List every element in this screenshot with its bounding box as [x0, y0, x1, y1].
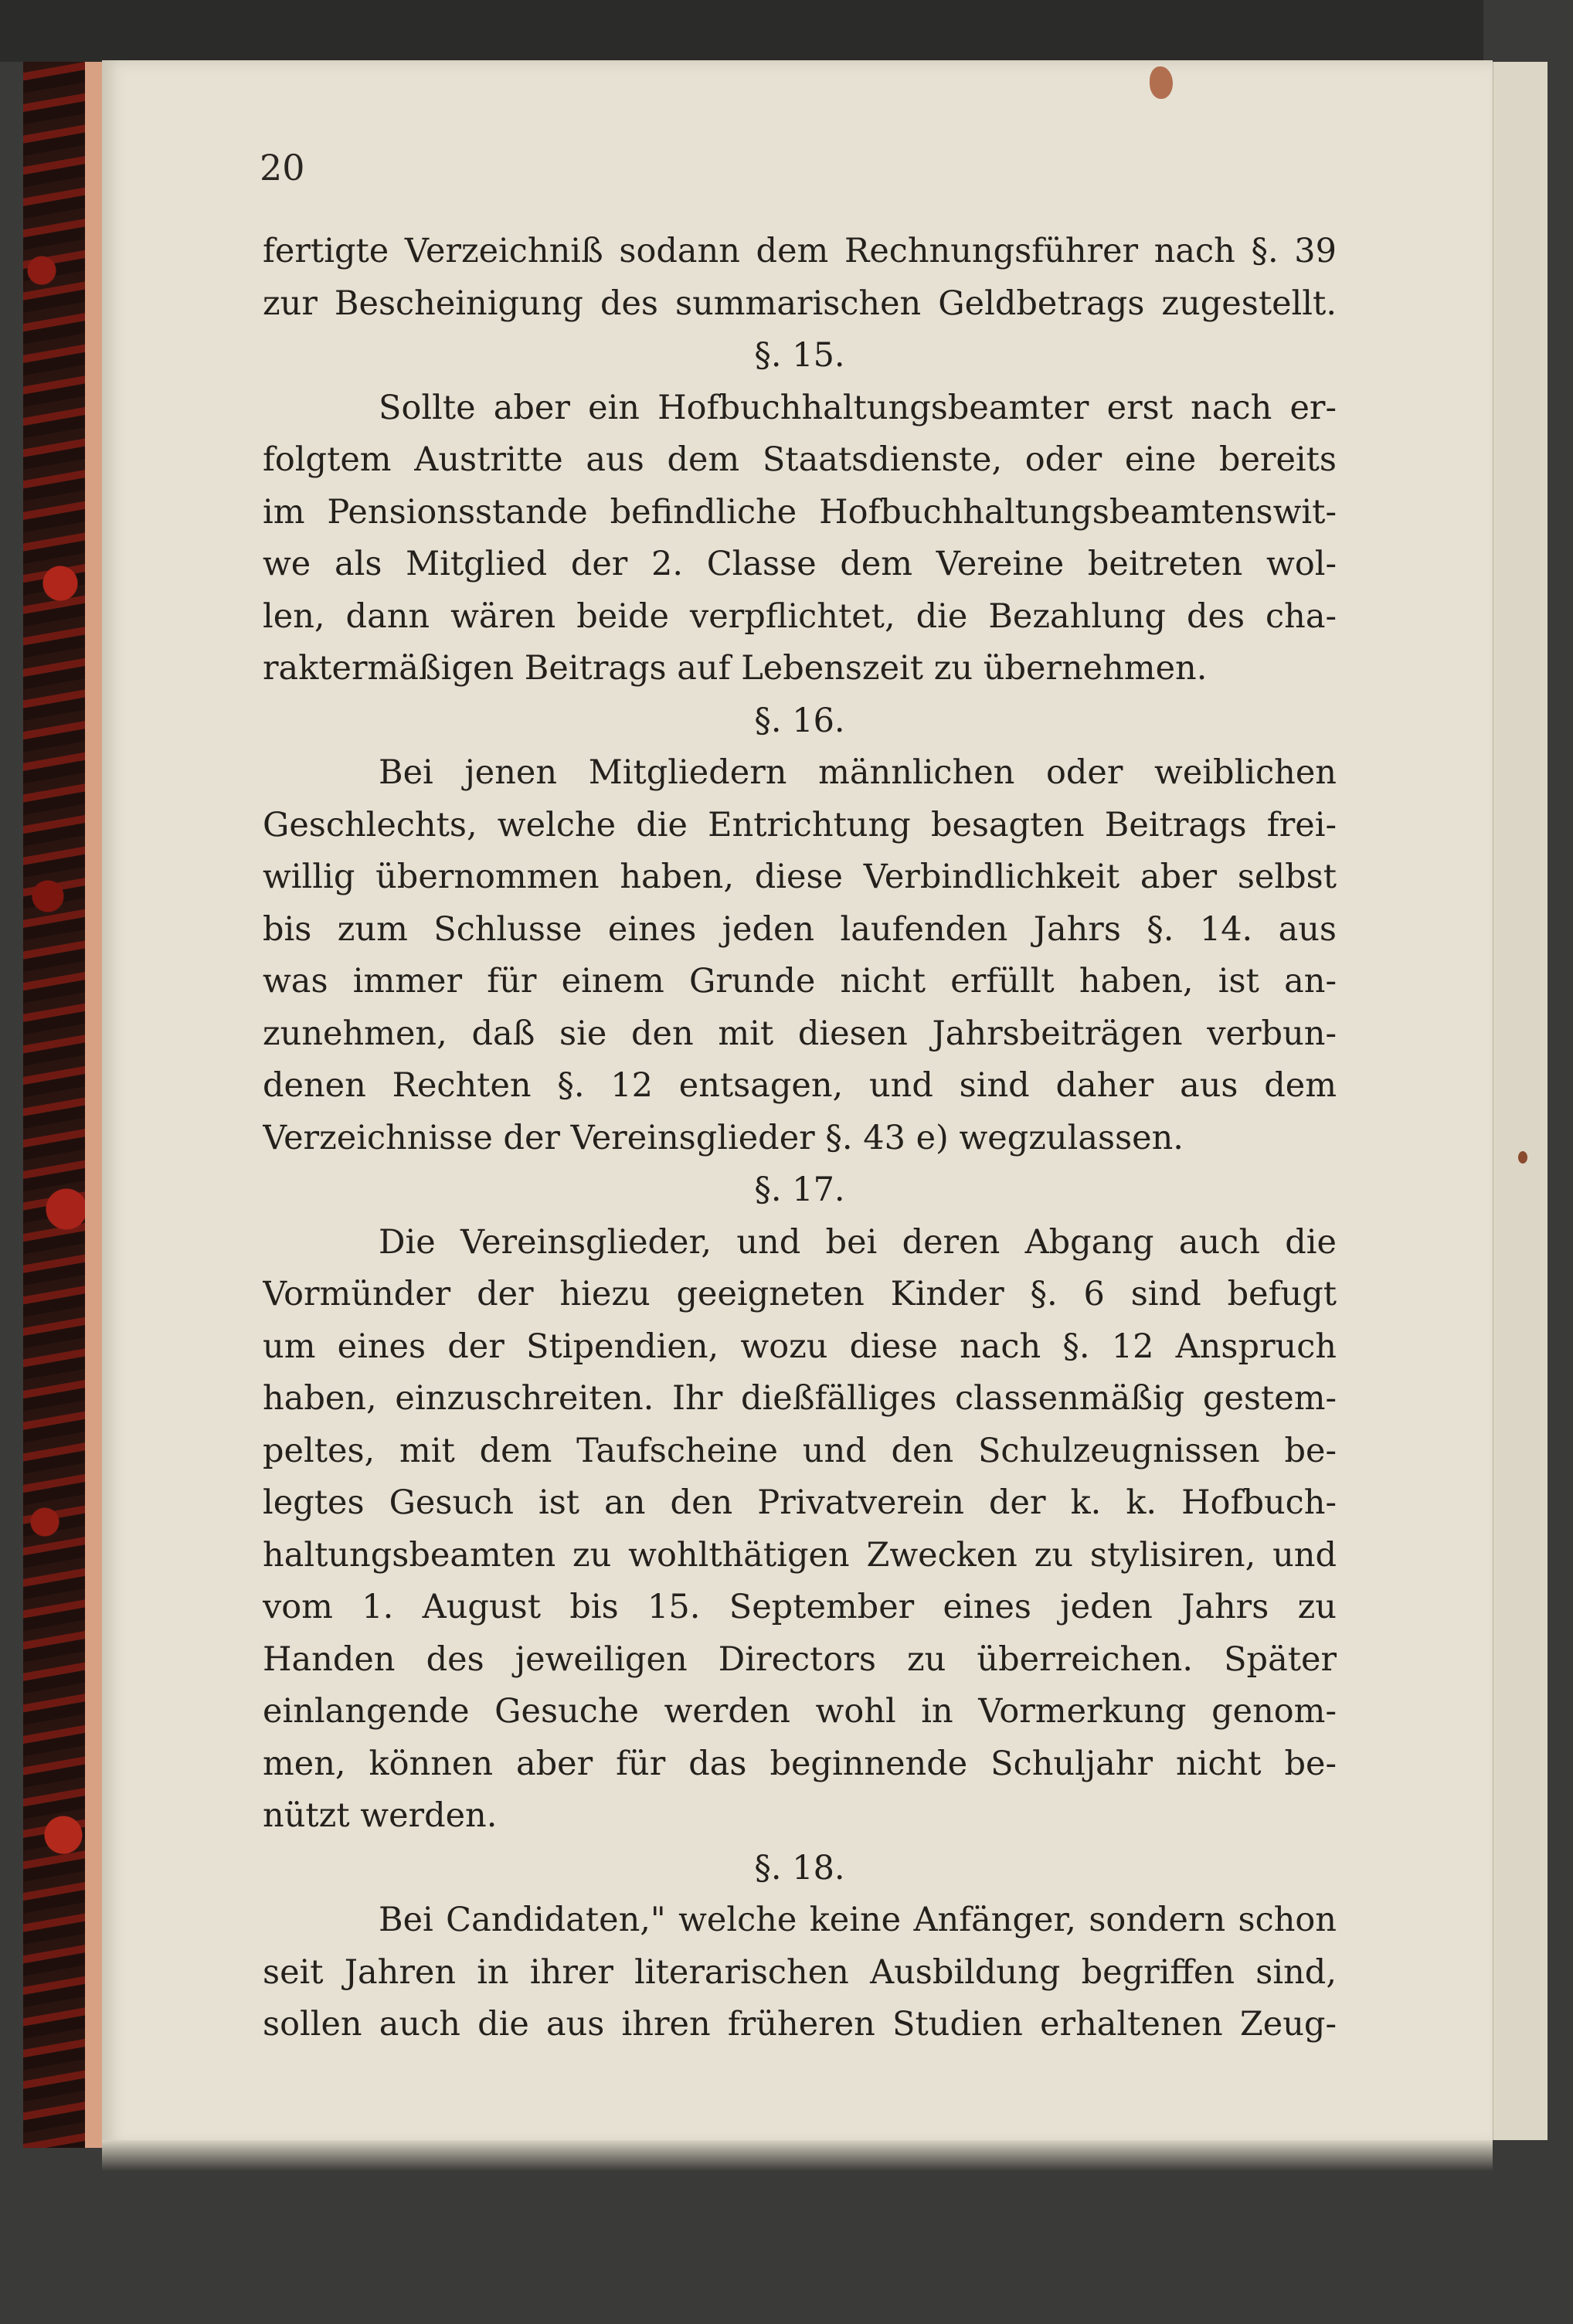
text-line: Sollte aber ein Hofbuchhaltungsbeamter erst nach er- [379, 388, 1337, 427]
text-line: denen Rechten §. 12 entsagen, und sind daher aus dem [263, 1066, 1337, 1105]
text-line: einlangende Gesuche werden wohl in Vormerkung genom- [263, 1692, 1337, 1731]
text-line: raktermäßigen Beitrags auf Lebenszeit zu übernehmen. [263, 649, 1208, 688]
text-line: sollen auch die aus ihren früheren Studien erhaltenen Zeug- [263, 2005, 1337, 2044]
text-line: Bei Candidaten," welche keine Anfänger, sondern schon [379, 1901, 1337, 1939]
text-line: was immer für einem Grunde nicht erfüllt haben, ist an- [263, 962, 1337, 1001]
page-body-text [263, 226, 1337, 2051]
text-line: willig übernommen haben, diese Verbindlichkeit aber selbst [263, 858, 1337, 896]
text-line: legtes Gesuch ist an den Privatverein der k. k. Hofbuch- [263, 1483, 1337, 1522]
scanner-background-top [0, 0, 1573, 62]
text-line: nützt werden. [263, 1796, 498, 1835]
text-line: len, dann wären beide verpflichtet, die Bezahlung des cha- [263, 596, 1337, 636]
text-line: um eines der Stipendien, wozu diese nach §. 12 Anspruch [263, 1327, 1337, 1366]
section-heading: §. 18. [754, 1848, 845, 1887]
text-line: men, können aber für das beginnende Schuljahr nicht be- [263, 1744, 1337, 1783]
section-heading: §. 15. [754, 336, 845, 375]
text-line: zur Bescheinigung des summarischen Geldbetrags zugestellt. [263, 284, 1337, 323]
text-line: Bei jenen Mitgliedern männlichen oder weiblichen [379, 753, 1337, 792]
text-line: im Pensionsstande befindliche Hofbuchhaltungsbeamtenswit- [263, 492, 1337, 532]
marbled-book-cover [23, 62, 85, 2148]
section-heading: §. 17. [754, 1170, 845, 1209]
text-line: folgtem Austritte aus dem Staatsdienste, oder eine bereits [263, 440, 1337, 479]
text-line: vom 1. August bis 15. September eines jeden Jahrs zu [263, 1588, 1337, 1626]
ink-stain [1150, 66, 1173, 99]
text-line: haben, einzuschreiten. Ihr dießfälliges classenmäßig gestem- [263, 1379, 1337, 1418]
text-line: haltungsbeamten zu wohlthätigen Zwecken zu stylisiren, und [263, 1535, 1337, 1575]
paper-spot [1518, 1151, 1527, 1164]
text-line: bis zum Schlusse eines jeden laufenden Jahrs §. 14. aus [263, 909, 1337, 949]
text-line: Die Vereinsglieder, und bei deren Abgang auch die [379, 1222, 1337, 1262]
cover-page-edge [85, 62, 102, 2148]
text-line: we als Mitglied der 2. Classe dem Vereine beitreten wol- [263, 545, 1337, 583]
page-bottom-shadow [102, 2140, 1493, 2171]
next-page-edge [1491, 62, 1548, 2140]
page-number: 20 [260, 147, 305, 189]
text-line: Vormünder der hiezu geeigneten Kinder §. 6 sind befugt [263, 1275, 1337, 1313]
text-line: peltes, mit dem Taufscheine und den Schulzeugnissen be- [263, 1431, 1337, 1470]
text-line: Handen des jeweiligen Directors zu überreichen. Später [263, 1639, 1337, 1679]
text-line: zunehmen, daß sie den mit diesen Jahrsbeiträgen verbun- [263, 1014, 1337, 1053]
text-line: Verzeichnisse der Vereinsglieder §. 43 e) wegzulassen. [263, 1118, 1184, 1157]
text-line: fertigte Verzeichniß sodann dem Rechnungsführer nach §. 39 [263, 232, 1337, 270]
section-heading: §. 16. [754, 701, 845, 740]
text-line: Geschlechts, welche die Entrichtung besagten Beitrags frei- [263, 805, 1337, 844]
text-line: seit Jahren in ihrer literarischen Ausbildung begriffen sind, [263, 1952, 1337, 1992]
